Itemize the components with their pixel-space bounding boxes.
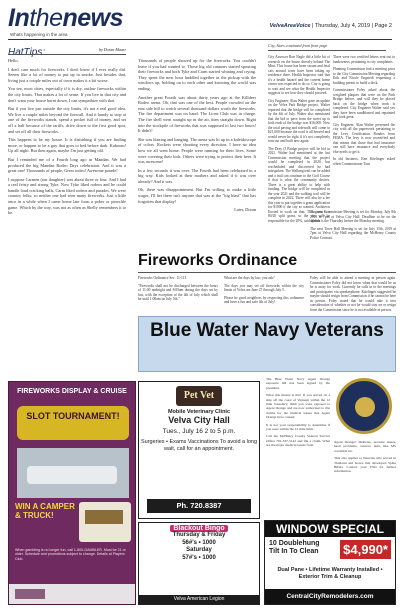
hattips-paragraph: But I reminded me of a Fourth long ago in Mandan. We had produced the big Mandan Rodeo Days celebration. And it was a great one! Thousands of people. Great rodeo! Awesome parade! [8, 156, 126, 174]
article-paragraph: Oh, there was disappointment. But I'm willing to make a little wager, I'll bet there isn't anyone that was at the "big blast" that has forgotten that display! [138, 187, 256, 204]
city-column-4 [310, 276, 396, 315]
masthead-in: In [8, 4, 30, 32]
veterans-paragraph: Call the McHenry County Veteran Service Office 701-537-5142 and file a claim. What are the major medical issues from [266, 434, 330, 448]
hattips-paragraph: I don't care much for fireworks. I don't know if I ever really did. Seems like a lot of money to put up in smoke. Just besides that, living just a couple miles out of town makes it a bit worse. [8, 66, 126, 83]
ordinance-divider [138, 272, 396, 273]
window-ad-body [265, 537, 395, 589]
article-paragraph: Planning Commission had a meeting prior to the City Commission Meeting regarding Erik and Nicole Engstedt requesting a building permit to build a deck. [333, 67, 395, 85]
article-paragraph: City Assessor Ron Nagle did a little bit of research on the house directly behind The Mint. This house has been vacant and fetal cats around town have been taking up residence there. Health Inspector said that it's a health hazard and the current home owner was expected to do so. City is going to wait and see what the Health Inspector suggests to see how they should proceed. [268, 55, 330, 95]
fireworks-display-ad[interactable] [8, 381, 136, 605]
article-paragraph: In old business, Ken Kitelinger asked when Commissioner Tom [333, 157, 395, 166]
window-ad-offer: 10 Doublehung Tilt In To Clean [269, 540, 320, 555]
veterans-title: Blue Water Navy Veterans [150, 320, 384, 341]
hattips-heading [8, 42, 126, 58]
window-ad-details: Dual Pane • Lifetime Warranty Installed • Exterior Trim & Cleanup [277, 567, 383, 580]
ordinance-column-2 [224, 276, 304, 308]
bingo-title-text: Blackout Bingo [170, 525, 227, 532]
hattips-paragraph: Hello, [8, 58, 19, 63]
masthead [8, 4, 123, 33]
window-ad-website[interactable]: CentralCityRemodelers.com [265, 589, 395, 604]
pet-vet-ad[interactable] [138, 381, 260, 519]
ordinance-paragraph: "Fireworks shall not be discharged between the hours of 11:00 midnight and 8:00am during the days set by law, with the exception of the 4th of July which shall be until 1:00am on July 5th." [138, 283, 218, 301]
hattips-paragraph: You see, most cities, especially if it is dry, outlaw fireworks within the city limits. That makes a lot of sense. If you live in that city and don't want your house burnt down, I can sympathize with that. [8, 86, 126, 103]
casino-logo-strip [9, 584, 135, 604]
publication-date: | Thursday, July 4, 2019 | Page 2 [311, 23, 392, 29]
ordinance-title: Fireworks Ordinance [138, 252, 298, 269]
veterans-paragraph: This also applies to Veterans who served in Thailand and Korea that developed Spina Bifida. Contact your VSO for further information. [334, 456, 396, 474]
veterans-paragraph: Agent Orange? Diabetes, prostate issues, heart problems, cancers, skin, like MS condition etc. [334, 440, 396, 453]
article-paragraph: The next Town Hall Meeting is set for July 15th, 2019 at 7pm at Velva City Hall regarding the McHenry County Police Contract. [310, 226, 396, 240]
continued-divider [268, 50, 386, 51]
veterans-banner [138, 316, 396, 372]
veterans-column-1 [266, 377, 330, 451]
article-paragraph: Thousands of people showed up for the fireworks. You couldn't leave if you had wanted to. Those big old cannons started spouting their fireworks and both Tyke and Carm started whining and crying. They spent the next hour huddled together in the pickup with the windows up, holding on to each other and knowing the world was ending. [138, 58, 256, 91]
bingo-line: 56#'s • 1000 [182, 539, 216, 546]
veterans-paragraph: The Blue Water Navy Agent Orange exposure bill has been signed by the president. [266, 377, 330, 390]
hattips-byline: by Doran Mauer [99, 47, 126, 52]
article-paragraph: The next Commission Meeting is set for Monday, July 8th 2019 at 7pm at Velva City Hall. Deadline to be on the agenda is the Thursday before the Monday meeting. [310, 210, 396, 223]
ordinance-paragraph: What are the days by law, you ask? [224, 276, 275, 280]
window-special-ad[interactable] [264, 520, 396, 605]
slot-tournament-banner: SLOT TOURNAMENT! [17, 406, 129, 440]
tagline: Whats happening in the area [10, 32, 68, 37]
bingo-line: Saturday [186, 547, 212, 553]
article-paragraph: In a few seconds it was over. The Fourth had been celebrated in a big way. Kids looked at their mothers and asked if it was over already? And it was. [138, 167, 256, 184]
article-paragraph: She was blazing and banging. The arena was lit up in a kaleidoscope of colors. Rockets were shooting every direction. I have no idea how we all went home. People were running for their lives. Some were covering their kids. Others were trying to protect their beer. It was awesome! [138, 136, 256, 165]
article-paragraph: There were two certified letters sent out to landowners, pertaining to city complaints. [333, 55, 395, 64]
pet-vet-phone[interactable]: Ph. 720.8387 [147, 499, 251, 513]
masthead-news: news [62, 4, 124, 32]
article-paragraph: The Drey (J Bridge project will be bid in 2021. Walter had mentioned at the last Commission meeting that the project would be completed in 2020, but rescheduled and discovered he had misspoken. The Walking trail can be added and a trail can continue to the Golf Course if that is what the community desires. There is a great ability to help with funding. The bridge will be completed in the year 2021 and the walking trail will be complete in 2022. There will also be a fee this year to put together a grant application for $1000 if the city so wanted. Architects Envied to work on that. This grant is a 80/20 split grant, so the city will be responsible for the 20%, said Walter. [268, 146, 330, 223]
bingo-line: Thursday & Friday [172, 532, 226, 538]
article-signoff: Later, Doran [234, 207, 256, 213]
hattips-title: HatTips: [8, 47, 46, 58]
ad-headline: FIREWORKS DISPLAY & CRUISE [17, 388, 127, 395]
pet-vet-location: Velva City Hall [168, 415, 230, 425]
window-ad-headline: WINDOW SPECIAL [265, 521, 395, 537]
article-paragraph: City Engineer, Alan Walter gave an update on the Velva Park Bridge project. Walter reported that the bridge will be completed by the 4th of July. Walter also mentioned that the bid to pave from the street up to both ends of the bridge was $16,000. Now the total paving and sidewalk will come to $21,000 because the road is all heaved and would never be right if it's not completely torn out and built new again. [268, 98, 330, 143]
ad-fine-print: When gambling is no longer fun, call 1-800-GAMBLER. Must be 21 or older. Schedule and promotions subject to change. Details at Players Club. [15, 548, 126, 561]
page-header [0, 0, 400, 40]
header-divider [8, 39, 392, 40]
pet-vet-services: Surgeries • Exams Vaccinations To avoid a long wait, call for an appointment. [140, 439, 258, 452]
ordinance-paragraph: Fireworks Ordinance Sec. 11-113 [138, 276, 187, 280]
publication-name: VelvaAreaVoice [269, 23, 311, 29]
veterans-paragraph: It is not your responsibility to determine if you were within the 12 mile limit. [266, 422, 330, 432]
bingo-ad[interactable] [138, 522, 260, 605]
navy-seal-icon [336, 378, 392, 434]
article-paragraph: City Engineer, Alan Walter presented the city with all the paperwork pertaining to the Levy Certification Rondos from FEMA. The levy is now recertified and that means that those that had insurance can still have insurance and everybody else needs to get it. [333, 122, 395, 154]
pet-vet-logo: Pet Vet [176, 386, 222, 406]
continued-note: City, Stars continued from front page [268, 43, 328, 48]
ordinance-paragraph: Please be good neighbors by respecting this ordinance and have a fun and safe 4th of July! [224, 295, 304, 304]
hattips-paragraph: But if you live just outside the city limits, it's not a real good idea. We live a couple miles beyond the firewall. And it handy to stop at one of the fireworks stands, spend a pocket full of money, and set off a half because of the tariffs, drive down to the first good spot, and set off all their fireworks. [8, 106, 126, 134]
veterans-paragraph: What this means is this: If you served on a ship off the coast of Vietnam within the 12 mile boundary; limit you were exposed to Agent Orange and are now authorized to file claims for the medical issues that Agent Orange have caused. [266, 393, 330, 420]
city-column-5 [310, 210, 396, 243]
pet-vet-subtitle: Mobile Veterinary Clinic [167, 409, 231, 415]
win-camper-text: WIN A CAMPER & TRUCK! [15, 502, 75, 520]
hattips-paragraph: This happens to be my house. It is disturbing if you are finding more, or happen to be a guy that goes to bed before dark. Kaboom! Up all night. But then again, maybe I'm just getting old. [8, 137, 126, 154]
veterans-column-2 [334, 440, 396, 477]
masthead-the: the [29, 4, 63, 32]
bingo-sponsor: Velva American Legion [139, 595, 259, 604]
ordinance-paragraph: The days you may set off fireworks within the city limits of Velva are June 27 through July 5. [224, 283, 304, 292]
city-column-1 [268, 55, 330, 226]
article-paragraph: Another great Fourth was about thirty years ago at the Killdeer Rodeo arena. Oh, that was one of the best. People crowded on the east side hill to watch several thousand dollars worth the fireworks. The fire department was on hand. The Lions Club was in charge. The fire shell went straight up in the air, then straight down. Right into the stockpile of fireworks that was supposed to last two hours! It didn't! [138, 94, 256, 134]
city-column-2 [333, 55, 395, 169]
bingo-title [139, 523, 259, 532]
pet-vet-date: Tues., July 16 2 to 5 p.m. [162, 428, 236, 435]
article-paragraph: Foley will be able to attend a meeting in person again. Commissioner Foley did not know when that would be as he is away for work. Currently he calls in to the meetings and participates via speakerphone. Kitelinger suggested he maybe should resign from Commission if he cannot be here in person. Foley stated that he would take it into consideration of whether or not he would stay on or resign from the Commission since he is not available in person. [310, 276, 396, 312]
camper-photo [79, 502, 131, 542]
bingo-line: 57#'s • 1000 [182, 554, 216, 561]
hattips-divider [8, 54, 126, 55]
ordinance-column-1 [138, 276, 218, 305]
article-paragraph: Commissioner Foley asked about the weighted plaques that were on the Park Bridge before, and will they be placed back on the bridge when work is completed. City Engineer Walter said yes they have been sandblasted and repainted and look great. [333, 88, 395, 119]
hattips-column [8, 58, 126, 219]
window-ad-price: $4,990* [340, 540, 391, 559]
classic-car-photo [17, 448, 129, 498]
hattips-continued-column [138, 58, 256, 216]
hattips-paragraph: I suppose Carmen (our daughter) was about three or four. And I had a real feisty and strong Tyke. Now Tyke liked rodeos and he could handle loud cracking balls, Carm liked rodeos and parades. We were country folks; so neither one had seen many fireworks. Just a little once in a while when I came home late from a poker or pinochle game. Which by the way, was not as often as Shelly remembers it to be. [8, 176, 126, 216]
publication-line [270, 23, 392, 29]
